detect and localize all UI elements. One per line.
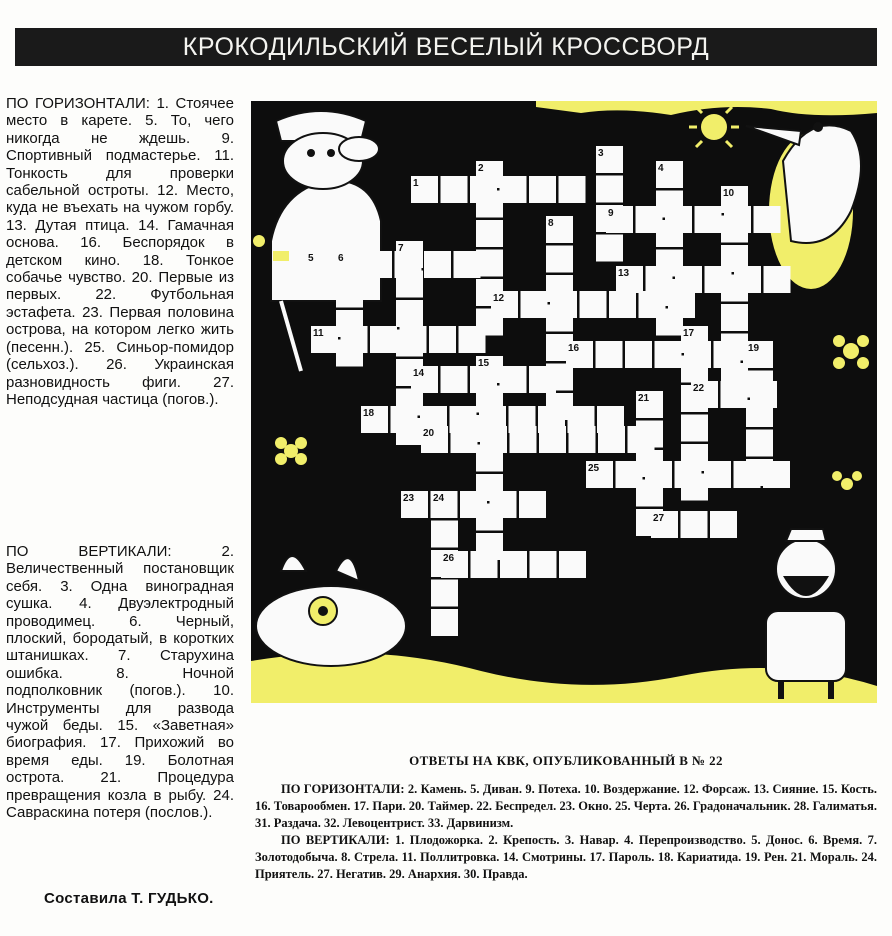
grid-number: 4 xyxy=(658,163,664,174)
grid-cell xyxy=(460,491,487,518)
grid-number: 26 xyxy=(443,553,455,564)
grid-cell xyxy=(681,356,708,383)
grid-cell xyxy=(476,220,503,247)
down-clues-text: 2. Величественный постановщик себя. 3. Одна виноградная сушка. 4. Двуэлектродный проводимец. 6. Черный, плоский, бородатый, в коротких штанишках. 7. Старухина ошибка. 8. Ночной подполковник (погов.). 10. Инструменты для развода чужой беды. 15. «Заветная» биография. 17. Прихожий во время еды. 19. Болотная острота. 21. Процедура превращения козла в рыбу. 24. Савраскина потеря (послов.). xyxy=(6,543,235,822)
grid-number: 1 xyxy=(413,178,419,189)
grid-cell xyxy=(476,191,503,218)
grid-cell xyxy=(559,176,586,203)
grid-cell xyxy=(441,366,468,393)
grid-number: 2 xyxy=(478,163,484,174)
grid-number: 5 xyxy=(308,253,314,264)
grid-number: 9 xyxy=(608,208,614,219)
grid-cell xyxy=(754,206,781,233)
grid-number: 20 xyxy=(423,428,435,439)
grid-number: 18 xyxy=(363,408,375,419)
grid-cell xyxy=(721,381,748,408)
grid-cell xyxy=(639,291,666,318)
grid-cell xyxy=(645,461,672,488)
grid-cell xyxy=(529,366,556,393)
grid-cell xyxy=(596,341,623,368)
grid-cell xyxy=(734,266,761,293)
grid-number: 19 xyxy=(748,343,760,354)
grid-number: 12 xyxy=(493,293,505,304)
grid-cell xyxy=(734,461,761,488)
grid-cell xyxy=(510,426,537,453)
grid-cell xyxy=(750,381,777,408)
grid-cell xyxy=(625,341,652,368)
grid-cell xyxy=(636,421,663,448)
grid-cell xyxy=(721,304,748,331)
grid-cell xyxy=(539,426,566,453)
grid-cell xyxy=(396,300,423,327)
grid-cell xyxy=(546,246,573,273)
grid-cell xyxy=(500,551,527,578)
grid-number: 21 xyxy=(638,393,650,404)
grid-cell xyxy=(441,176,468,203)
grid-cell xyxy=(598,426,625,453)
grid-cell xyxy=(459,326,486,353)
grid-number: 17 xyxy=(683,328,695,339)
grid-cell xyxy=(530,551,557,578)
grid-cell xyxy=(675,266,702,293)
bearded-man-caricature xyxy=(766,529,846,699)
grid-cell xyxy=(668,291,695,318)
answers-down-heading: ПО ВЕРТИКАЛИ: xyxy=(281,833,390,847)
grid-cell xyxy=(714,341,741,368)
grid-cell xyxy=(596,235,623,262)
answers-across xyxy=(255,781,877,832)
grid-number: 6 xyxy=(338,253,344,264)
grid-cell xyxy=(763,461,790,488)
grid-number: 25 xyxy=(588,463,600,474)
grid-cell xyxy=(681,415,708,442)
answers-across-text: 2. Камень. 5. Диван. 9. Потеха. 10. Воздержание. 12. Форсаж. 13. Сияние. 15. Кость. 16. Товарообмен. 17. Пари. 20. Таймер. 22. Беспредел. 23. Окно. 25. Черта. 26. Градоначальник. 28. Галиматья. 31. Раздача. 32. Левоцентрист. 33. Дарвинизм. xyxy=(255,782,877,830)
top-yellow-band xyxy=(536,101,877,115)
grid-cell xyxy=(705,266,732,293)
grid-number: 24 xyxy=(433,493,445,504)
grid-number: 15 xyxy=(478,358,490,369)
grid-cell xyxy=(681,511,708,538)
grid-number: 14 xyxy=(413,368,425,379)
across-heading: ПО ГОРИЗОНТАЛИ: xyxy=(6,95,150,112)
grid-cell xyxy=(500,366,527,393)
grid-number: 23 xyxy=(403,493,415,504)
grid-number: 10 xyxy=(723,188,735,199)
grid-cell xyxy=(391,406,418,433)
down-clues xyxy=(6,543,234,822)
crossword-puzzle xyxy=(251,101,877,703)
grid-cell xyxy=(580,291,607,318)
answers-down xyxy=(255,832,877,883)
grid-cell xyxy=(429,326,456,353)
answers-section xyxy=(255,752,877,883)
grid-cell xyxy=(616,461,643,488)
grid-cell xyxy=(609,291,636,318)
grid-number: 3 xyxy=(598,148,604,159)
crow-on-egg xyxy=(746,122,861,289)
across-clues-text: 1. Стоячее место в карете. 5. То, чего никогда не ждешь. 9. Спортивный подмастерье. 11. Тонкость для проверки сабельной остроты. 12. Место, куда не въехать на чужом горбу. 13. Дутая птица. 14. Гамачная основа. 16. Беспорядок в детском кино. 18. Тонкое собачье чувство. 20. Первые из первых. 22. Футбольная эстафета. 23. Первая половина острова, на котором легко жить (песенн.). 25. Синьор-помидор (сельхоз.). 26. Украинская разновидность фиги. 27. Неподсудная частица (погов.). xyxy=(6,95,234,408)
grid-number: 16 xyxy=(568,343,580,354)
answers-down-text: 1. Плодожорка. 2. Крепость. 3. Навар. 4. Перепроизводство. 5. Донос. 6. Время. 7. Золотодобыча. 8. Стрела. 11. Поллитровка. 14. Смотрины. 17. Пароль. 18. Кариатида. 19. Рен. 21. Мораль. 24. Приятель. 27. Негатив. 29. Анархия. 30. Правда. xyxy=(255,833,878,881)
author-credit: Составила Т. ГУДЬКО. xyxy=(44,890,214,907)
page-title-bar xyxy=(15,28,877,66)
grid-cell xyxy=(550,291,577,318)
grid-number: 27 xyxy=(653,513,665,524)
grid-cell xyxy=(746,430,773,457)
grid-cell xyxy=(400,326,427,353)
grid-cell xyxy=(721,216,748,243)
grid-number: 22 xyxy=(693,383,705,394)
grid-number: 7 xyxy=(398,243,404,254)
grid-cell xyxy=(431,521,458,548)
grid-cell xyxy=(370,326,397,353)
crossword-illustration xyxy=(251,101,877,703)
grid-cell xyxy=(521,291,548,318)
grid-number: 13 xyxy=(618,268,630,279)
grid-cell xyxy=(431,609,458,636)
grid-cell xyxy=(451,426,478,453)
dog-caricature xyxy=(256,556,406,666)
grid-cell xyxy=(704,461,731,488)
grid-cell xyxy=(646,266,673,293)
grid-cell xyxy=(490,491,517,518)
down-heading: ПО ВЕРТИКАЛИ: xyxy=(6,543,172,560)
grid-cell xyxy=(454,251,481,278)
grid-cell xyxy=(559,551,586,578)
answers-title: ОТВЕТЫ НА КВК, ОПУБЛИКОВАННЫЙ В № 22 xyxy=(409,753,723,768)
grid-cell xyxy=(424,251,451,278)
grid-cell xyxy=(695,206,722,233)
grid-cell xyxy=(431,580,458,607)
grid-number: 11 xyxy=(313,328,324,339)
grid-cell xyxy=(336,281,363,308)
grid-cell xyxy=(471,551,498,578)
answers-across-heading: ПО ГОРИЗОНТАЛИ: xyxy=(281,782,405,796)
grid-cell xyxy=(665,206,692,233)
grid-cell xyxy=(341,326,368,353)
grid-cell xyxy=(655,341,682,368)
across-clues xyxy=(6,95,234,408)
grid-cell xyxy=(519,491,546,518)
grid-cell xyxy=(396,271,423,298)
grid-cell xyxy=(480,426,507,453)
grid-cell xyxy=(764,266,791,293)
grid-cell xyxy=(596,176,623,203)
grid-cell xyxy=(529,176,556,203)
grid-cell xyxy=(636,206,663,233)
grid-number: 8 xyxy=(548,218,554,229)
grid-cell xyxy=(675,461,702,488)
grid-cell xyxy=(569,426,596,453)
grid-cell xyxy=(710,511,737,538)
grid-cell xyxy=(365,251,392,278)
grid-cell xyxy=(500,176,527,203)
page-title: КРОКОДИЛЬСКИЙ ВЕСЕЛЫЙ КРОССВОРД xyxy=(182,32,710,61)
